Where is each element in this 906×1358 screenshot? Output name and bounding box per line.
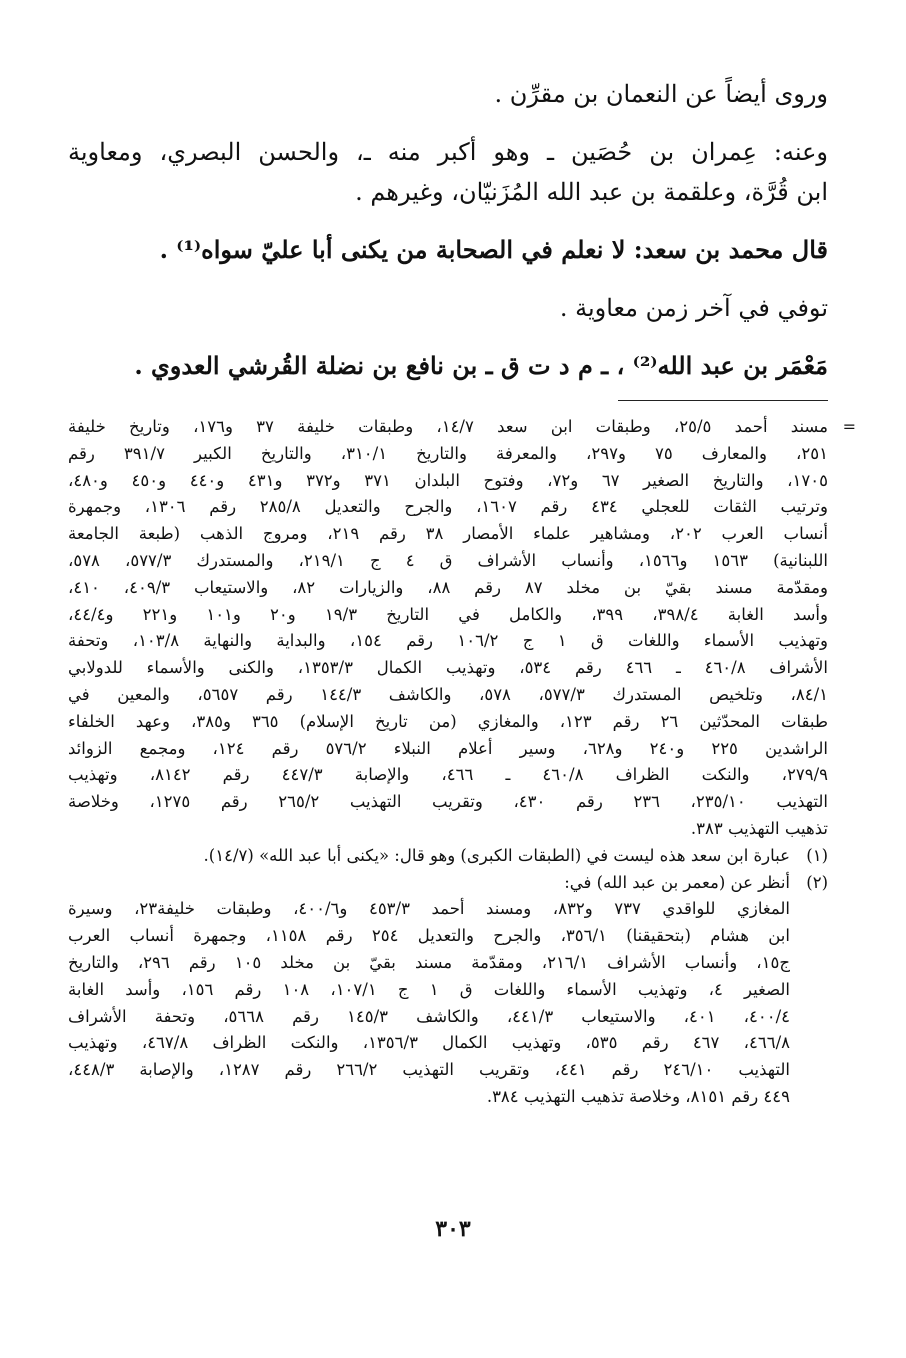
footnote-text: عبارة ابن سعد هذه ليست في (الطبقات الكبرى) وهو قال: «يكنى أبا عبد الله» (١٤/٧). <box>203 845 790 865</box>
footnotes <box>68 414 856 1111</box>
footnote-continuation <box>68 414 856 843</box>
footnote-line: ومقدّمة مسند بقيّ بن مخلد ٨٧ رقم ٨٨، والزيارات ٨٢، والاستيعاب ٤٠٩/٣، ٤١٠، <box>68 577 828 597</box>
footnote-line: اللبنانية) ١٥٦٣ و١٥٦٦، وأنساب الأشراف ق ٤ ج ٢١٩/١، والمستدرك ٥٧٧/٣، ٥٧٨، <box>68 550 828 570</box>
footnote-line: وترتيب الثقات للعجلي ٤٣٤ رقم ١٦٠٧، والجرح والتعديل ٢٨٥/٨ رقم ١٣٠٦، وجمهرة <box>68 497 828 517</box>
footnote-line: طبقات المحدّثين ٢٦ رقم ١٢٣، والمغازي (من تاريخ الإسلام) ٣٦٥ و٣٨٥، وعهد الخلفاء <box>68 711 828 731</box>
footnote-line: ابن هشام (بتحقيقنا) ٣٥٦/١، والجرح والتعديل ٢٥٤ رقم ١١٥٨، وجمهرة أنساب العرب <box>68 926 790 946</box>
main-line-3: ابن قُرَّة، وعلقمة بن عبد الله المُزَنيّان، وغيرهم . <box>355 178 828 206</box>
main-line-4: قال محمد بن سعد: لا نعلم في الصحابة من يكنى أبا عليّ سواه⁽¹⁾ . <box>159 235 828 264</box>
footnote-separator <box>618 400 828 401</box>
footnote-line: التهذيب ٢٤٦/١٠ رقم ٤٤١، وتقريب التهذيب ٢٦٦/٢ رقم ١٢٨٧، والإصابة ٤٤٨/٣، <box>68 1060 790 1080</box>
footnote-1 <box>68 843 828 870</box>
main-line-6: مَعْمَر بن عبد الله⁽²⁾ ، ـ م د ت ق ـ بن نافع بن نضلة القُرشي العدوي . <box>134 351 828 380</box>
main-line-2: وعنه: عِمران بن حُصَين ـ وهو أكبر منه ـ، والحسن البصري، ومعاوية <box>68 138 828 166</box>
footnote-line: أنساب العرب ٢٠٢، ومشاهير علماء الأمصار ٣٨ رقم ٢١٩، ومروج الذهب (طبعة الجامعة <box>68 524 828 544</box>
footnote-line: الأشراف ٤٦٠/٨ ـ ٤٦٦ رقم ٥٣٤، وتهذيب الكمال ١٣٥٣/٣، والكنى والأسماء للدولابي <box>68 658 828 678</box>
footnote-line: وأسد الغابة ٣٩٨/٤، ٣٩٩، والكامل في التاريخ ١٩/٣ و٢٠ و١٠١ و٢٢١ و٤٤/٤، <box>68 604 828 624</box>
footnote-line: ٤٠٠/٤، ٤٠١، والاستيعاب ٤٤١/٣، والكاشف ١٤٥/٣ رقم ٥٦٦٨، وتحفة الأشراف <box>68 1006 790 1026</box>
footnote-intro: أنظر عن (معمر بن عبد الله) في: <box>564 872 790 892</box>
footnote-line: ٤٦٦/٨، ٤٦٧ رقم ٥٣٥، وتهذيب الكمال ١٣٥٦/٣، والنكت الظراف ٤٦٧/٨، وتهذيب <box>68 1033 790 1053</box>
footnote-line: المغازي للواقدي ٧٣٧ و٨٣٢، ومسند أحمد ٤٥٣/٣ و٤٠٠/٦، وطبقات خليفة٢٣، وسيرة <box>68 899 790 919</box>
footnote-line: ٨٤/١، وتلخيص المستدرك ٥٧٧/٣، ٥٧٨، والكاشف ١٤٤/٣ رقم ٥٦٥٧، والمعين في <box>68 684 828 704</box>
footnote-line: ١٧٠٥، والتاريخ الصغير ٦٧ و٧٢، وفتوح البلدان ٣٧١ و٣٧٢ و٤٣١ و٤٤٠ و٤٥٠ و٤٨٠، <box>68 470 828 490</box>
footnote-line: الراشدين ٢٢٥ و٢٤٠ و٦٢٨، وسير أعلام النبلاء ٥٧٦/٢ رقم ١٢٤، ومجمع الزوائد <box>68 738 828 758</box>
footnote-line: تذهيب التهذيب ٣٨٣. <box>690 818 828 838</box>
continuation-marker: = <box>842 417 856 436</box>
footnote-line: التهذيب ٢٣٥/١٠، ٢٣٦ رقم ٤٣٠، وتقريب التهذيب ٢٦٥/٢ رقم ١٢٧٥، وخلاصة <box>68 792 828 812</box>
footnote-line: وتهذيب الأسماء واللغات ق ١ ج ١٠٦/٢ رقم ١٥٤، والبداية والنهاية ١٠٣/٨، وتحفة <box>68 631 828 651</box>
footnote-line: مسند أحمد ٢٥/٥، وطبقات ابن سعد ١٤/٧، وطبقات خليفة ٣٧ و١٧٦، وتاريخ خليفة <box>68 417 828 436</box>
footnote-line: ٢٧٩/٩، والنكت الظراف ٤٦٠/٨ ـ ٤٦٦، والإصابة ٤٤٧/٣ رقم ٨١٤٢، وتهذيب <box>68 765 828 785</box>
main-line-5: توفي في آخر زمن معاوية . <box>559 294 828 322</box>
main-line-1: وروى أيضاً عن النعمان بن مقرِّن . <box>494 80 828 108</box>
footnote-line: ج١٥، وأنساب الأشراف ٢١٦/١، ومقدّمة مسند بقيّ بن مخلد ١٠٥ رقم ٢٩٦، والتاريخ <box>68 952 790 972</box>
page-number: ٣٠٣ <box>435 1216 471 1242</box>
footnote-number: (٢) <box>806 872 828 892</box>
footnote-line: ٢٥١، والمعارف ٧٥ و٢٩٧، والمعرفة والتاريخ ٣١٠/١، والتاريخ الكبير ٣٩١/٧ رقم <box>68 443 828 463</box>
footnote-2 <box>68 870 828 1111</box>
main-text <box>68 74 828 386</box>
footnote-number: (١) <box>806 845 828 865</box>
footnote-line: ٤٤٩ رقم ٨١٥١، وخلاصة تذهيب التهذيب ٣٨٤. <box>486 1086 790 1106</box>
footnote-line: الصغير ٤، وتهذيب الأسماء واللغات ق ١ ج ١٠٧/١، ١٠٨ رقم ١٥٦، وأسد الغابة <box>68 979 790 999</box>
